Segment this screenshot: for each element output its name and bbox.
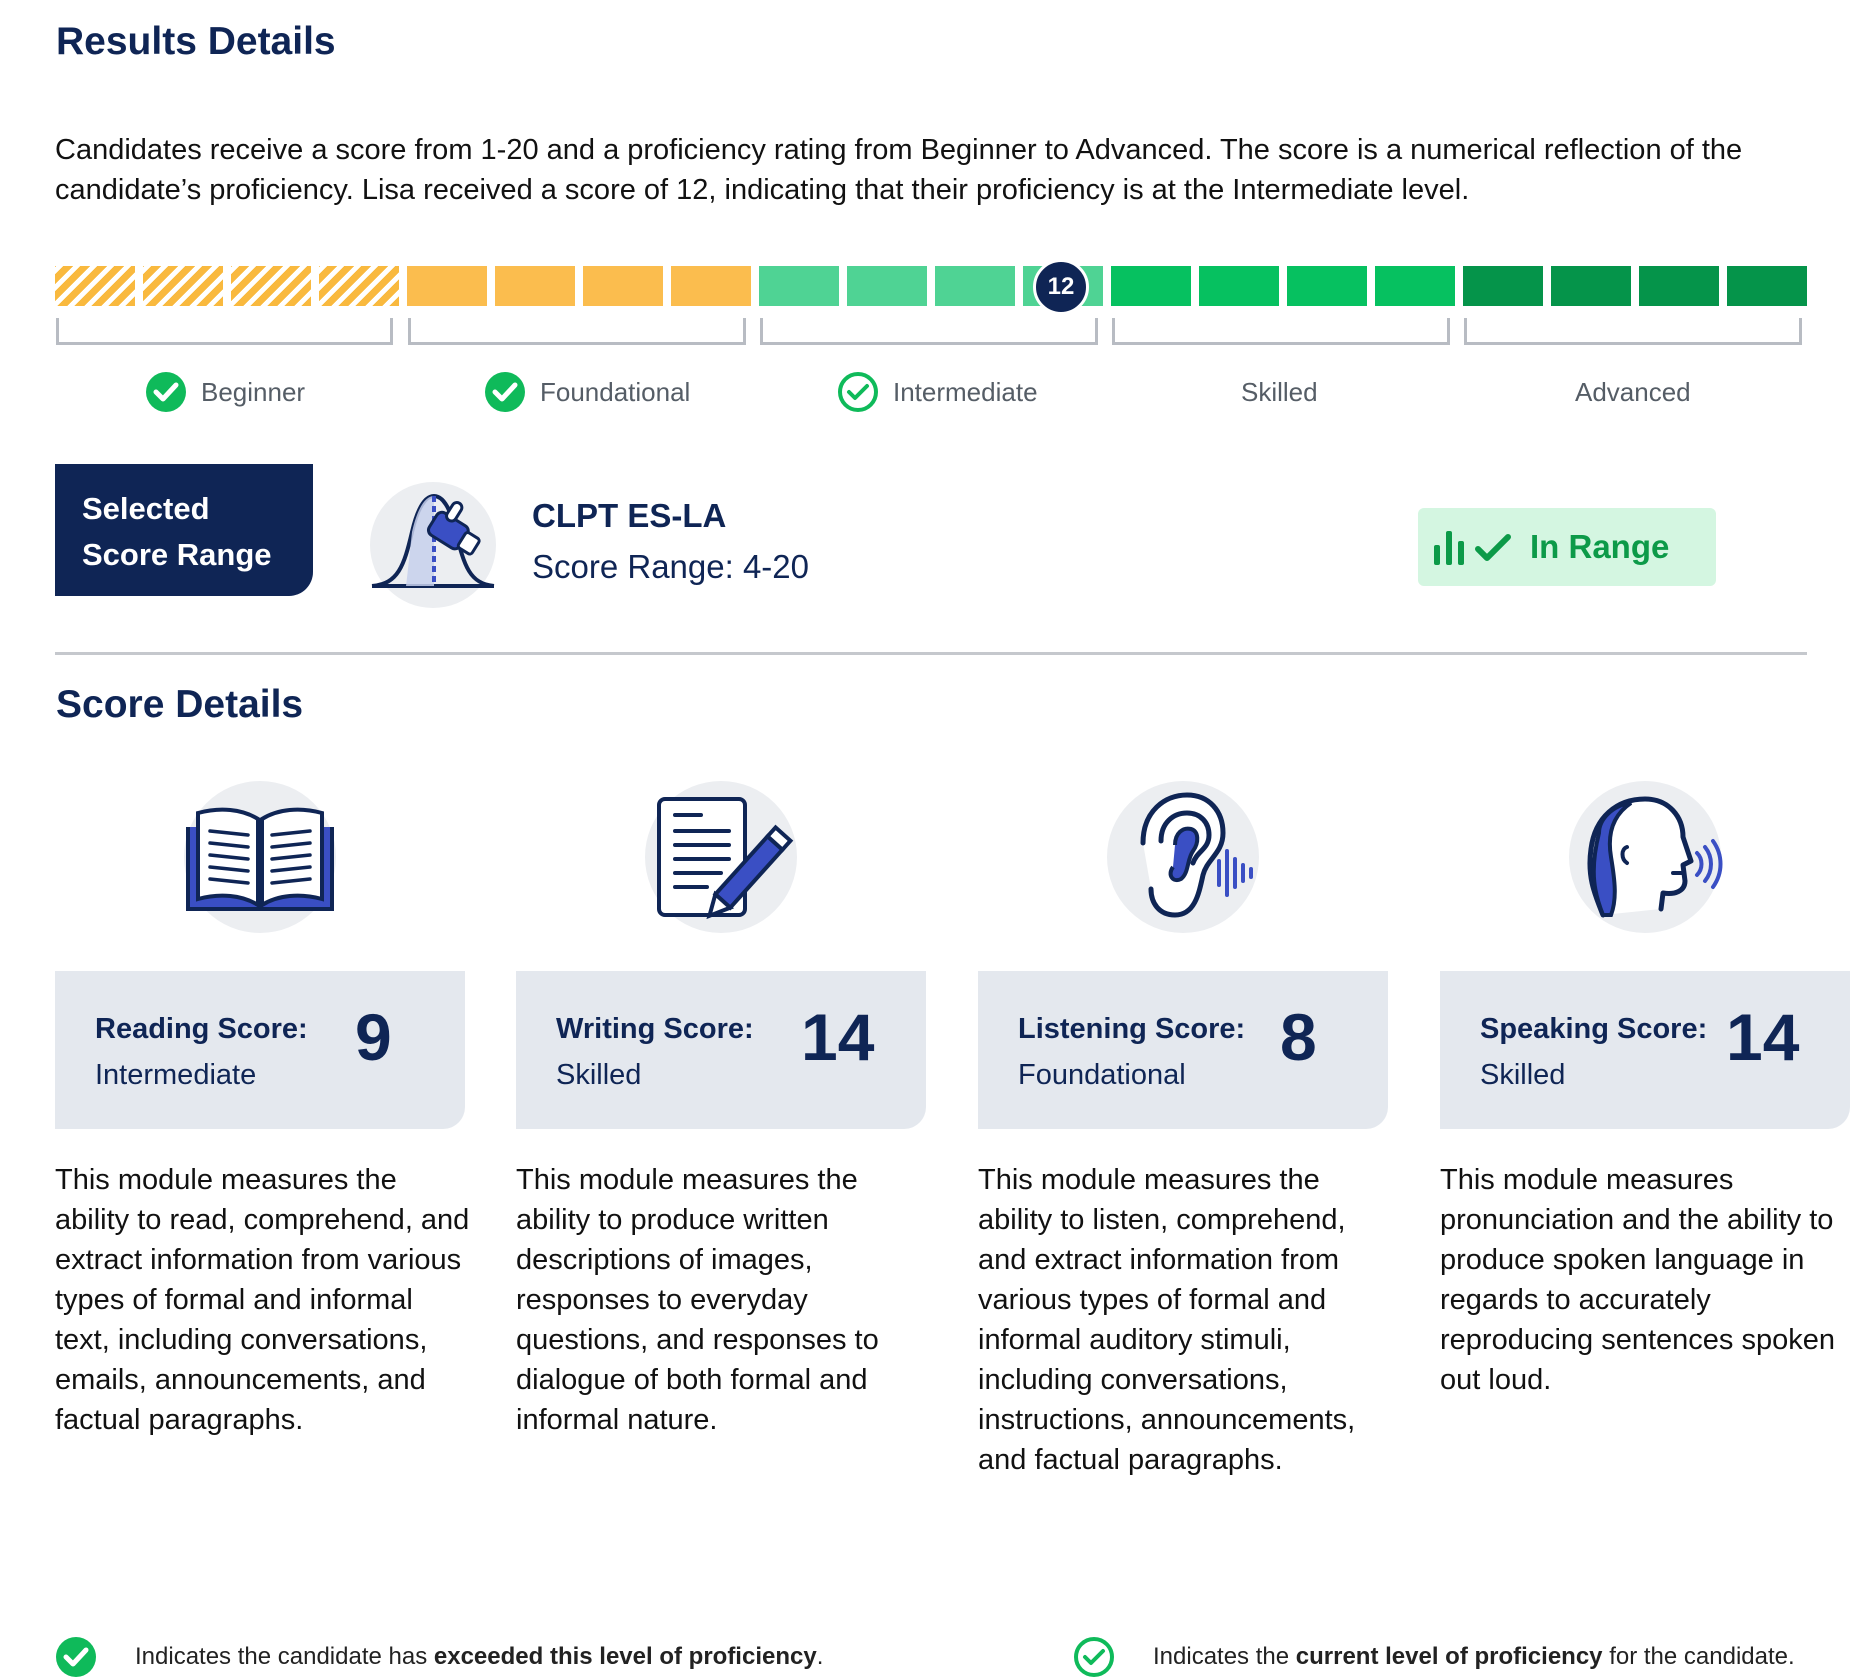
bell-curve-hand-icon: [368, 480, 498, 610]
current-score-marker: 12: [1033, 259, 1089, 315]
module-score-level: Foundational: [1018, 1059, 1186, 1091]
legend-current: [1073, 1636, 1795, 1678]
level-bracket-intermediate: [760, 318, 1098, 345]
module-score-level: Intermediate: [95, 1059, 257, 1091]
level-label-intermediate: Intermediate: [893, 376, 1038, 407]
level-bracket-advanced: [1464, 318, 1802, 345]
ear-sound-icon: [1103, 777, 1263, 937]
filled-check-icon: [484, 371, 526, 413]
legend-current-prefix: Indicates the: [1153, 1643, 1296, 1670]
in-range-badge: [1418, 508, 1716, 586]
bar-segment-advanced: [1463, 266, 1543, 306]
module-score-value: 14: [1726, 1000, 1800, 1074]
module-description: This module measures the ability to produce written descriptions of images, responses to everyday questions, and responses to dialogue of both formal and informal nature.: [516, 1164, 879, 1436]
bar-segment-beginner: [231, 266, 311, 306]
module-description: This module measures the ability to listen, comprehend, and extract information from various types of formal and informal auditory stimuli, including conversations, instructions, announcements, and factual paragraphs.: [978, 1164, 1356, 1476]
level-label-skilled: Skilled: [1241, 376, 1318, 407]
section-divider: [55, 652, 1807, 655]
bar-segment-intermediate: [935, 266, 1015, 306]
module-score-label: Speaking Score:: [1480, 1013, 1708, 1045]
page-title: Results Details: [56, 20, 336, 63]
level-advanced: [1575, 370, 1691, 414]
bar-segment-skilled: [1375, 266, 1455, 306]
in-range-label: In Range: [1530, 528, 1670, 565]
module-description: This module measures pronunciation and the ability to produce spoken language in regards to accurately reproducing sentences spoken out loud.: [1440, 1164, 1835, 1396]
bar-segment-advanced: [1551, 266, 1631, 306]
module-score-label: Listening Score:: [1018, 1013, 1246, 1045]
legend-exceeded: [55, 1636, 823, 1678]
bar-segment-beginner: [55, 266, 135, 306]
level-label-foundational: Foundational: [540, 376, 691, 407]
module-score-value: 9: [355, 1000, 392, 1074]
module-description: This module measures the ability to read, comprehend, and extract information from various types of formal and informal text, including conversations, emails, announcements, and factual paragraphs.: [55, 1164, 470, 1436]
legend-exceeded-suffix: .: [816, 1643, 824, 1670]
bar-segment-foundational: [671, 266, 751, 306]
module-score-level: Skilled: [556, 1059, 642, 1091]
level-intermediate: [837, 370, 1038, 414]
legend-current-bold: current level of proficiency: [1295, 1643, 1603, 1670]
open-book-icon: [180, 777, 340, 937]
level-beginner: [145, 370, 305, 414]
proficiency-bar: [55, 266, 1805, 306]
bar-segment-skilled: [1287, 266, 1367, 306]
exam-score-range: Score Range: 4-20: [532, 548, 810, 585]
selected-score-range-line1: Selected: [82, 491, 210, 526]
selected-score-range-heading: [55, 464, 313, 596]
legend-current-text: [1153, 1643, 1795, 1671]
bar-chart-check-icon: [1432, 527, 1512, 567]
bar-segment-skilled: [1199, 266, 1279, 306]
document-pencil-icon: [641, 777, 801, 937]
bar-segment-advanced: [1639, 266, 1719, 306]
legend-exceeded-prefix: Indicates the candidate has: [135, 1643, 434, 1670]
legend-exceeded-bold: exceeded this level of proficiency: [433, 1643, 817, 1670]
speaking-head-icon: [1565, 777, 1725, 937]
filled-check-icon: [55, 1636, 97, 1678]
module-score-value: 14: [801, 1000, 875, 1074]
legend-exceeded-text: [135, 1643, 823, 1671]
module-score-level: Skilled: [1480, 1059, 1566, 1091]
module-score-value: 8: [1280, 1000, 1317, 1074]
level-skilled: [1241, 370, 1318, 414]
level-bracket-foundational: [408, 318, 746, 345]
exam-name: CLPT ES-LA: [532, 497, 727, 534]
bar-segment-beginner: [143, 266, 223, 306]
bar-segment-beginner: [319, 266, 399, 306]
intro-text: Candidates receive a score from 1-20 and a proficiency rating from Beginner to Advanced. The score is a numerical reflection of the candidate’s proficiency. Lisa received a score of 12, indicating that their proficiency is at the Intermediate level.: [55, 134, 1743, 206]
outline-check-icon: [1073, 1636, 1115, 1678]
module-score-box: [55, 971, 465, 1129]
module-score-box: [978, 971, 1388, 1129]
outline-check-icon: [837, 371, 879, 413]
bar-segment-foundational: [495, 266, 575, 306]
selected-score-range-line2: Score Range: [82, 537, 272, 572]
level-bracket-beginner: [56, 318, 393, 345]
filled-check-icon: [145, 371, 187, 413]
module-score-label: Reading Score:: [95, 1013, 308, 1045]
module-score-label: Writing Score:: [556, 1013, 754, 1045]
legend-current-suffix: for the candidate.: [1602, 1643, 1795, 1670]
score-details-title: Score Details: [56, 683, 304, 726]
bar-segment-intermediate: [759, 266, 839, 306]
level-foundational: [484, 370, 690, 414]
bar-segment-foundational: [407, 266, 487, 306]
bar-segment-advanced: [1727, 266, 1807, 306]
level-label-beginner: Beginner: [201, 376, 306, 407]
level-label-advanced: Advanced: [1575, 376, 1691, 407]
level-bracket-skilled: [1112, 318, 1450, 345]
bar-segment-skilled: [1111, 266, 1191, 306]
bar-segment-foundational: [583, 266, 663, 306]
bar-segment-intermediate: [847, 266, 927, 306]
